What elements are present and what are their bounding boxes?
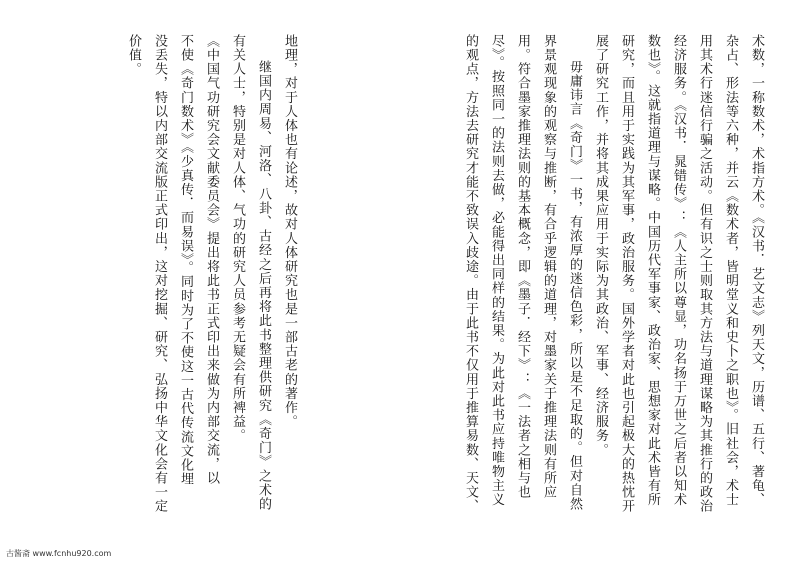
text-column-r1: 术数，一称数术，术指方术。《汉书．艺文志》列天文，历谱、五行、著龟、	[749, 34, 764, 507]
text-column-r9: 界景观现象的观察与推断，有合乎逻辑的道理，对墨家关于推理法则有所应	[541, 34, 556, 500]
text-column-r5: 数也》。这就指道理与谋略。中国历代军事家、政治家、思想家对此术皆有所	[645, 34, 660, 507]
text-column-l7: 价值。	[126, 34, 141, 77]
text-column-r10: 用。符合墨家推理法则的基本概念，即《墨子．经下》：《一法者之相与也	[515, 34, 530, 500]
text-column-r3: 用其术行迷信行骗之活动。但有识之士则取其方法与道理谋略为其推行的政治	[697, 34, 712, 514]
text-column-r12: 的观点，方法去研究才能不致误入歧途。由于此书不仅用于推算易数、天文、	[463, 34, 478, 514]
text-column-r11: 尽》。按照同一的法则去做，必能得出同样的结果。为此对此书应持唯物主义	[489, 34, 504, 507]
text-column-l3: 有关人士，特别是对人体、气功的研究人员参考无疑会有所裨益。	[230, 34, 245, 443]
text-column-r4: 经济服务。《汉书．晁错传》：《人主所以尊显，功名扬于万世之后者以知术	[671, 34, 686, 507]
text-column-l6: 没丢失，特以内部交流版正式印出，这对挖掘、研究、弘扬中华文化会有一定	[152, 34, 167, 514]
text-column-r8: 毋庸讳言《奇门》一书，有浓厚的迷信色彩，所以是不足取的。但对自然	[567, 60, 582, 512]
text-column-l1: 地理，对于人体也有论述，故对人体研究也是一部古老的著作。	[282, 34, 297, 429]
text-column-l2: 继国内周易、河洛、八卦、古经之后再将此书整理供研究《奇门》之术的	[256, 60, 271, 512]
text-column-l5: 不使《奇门数术》《少真传．而易误》。同时为了不使这一古代传流文化埋	[178, 34, 193, 487]
text-column-r7: 展了研究工作，并将其成果应用于实际为其政治、军事、经济服务。	[593, 34, 608, 457]
text-column-r2: 杂占、形法等六种，并云《数术者，皆明堂义和史卜之职也》。旧社会，术士	[723, 34, 738, 507]
text-column-r6: 研究，而且用于实践为其军事，政治服务。国外学者对此也引起极大的热忱开	[619, 34, 634, 514]
text-column-l4: 《中国气功研究会文献委员会》提出将此书正式印出来做为内部交流，以	[204, 34, 219, 486]
source-watermark: 古酱斋 www.fcnhu920.com	[6, 549, 112, 558]
